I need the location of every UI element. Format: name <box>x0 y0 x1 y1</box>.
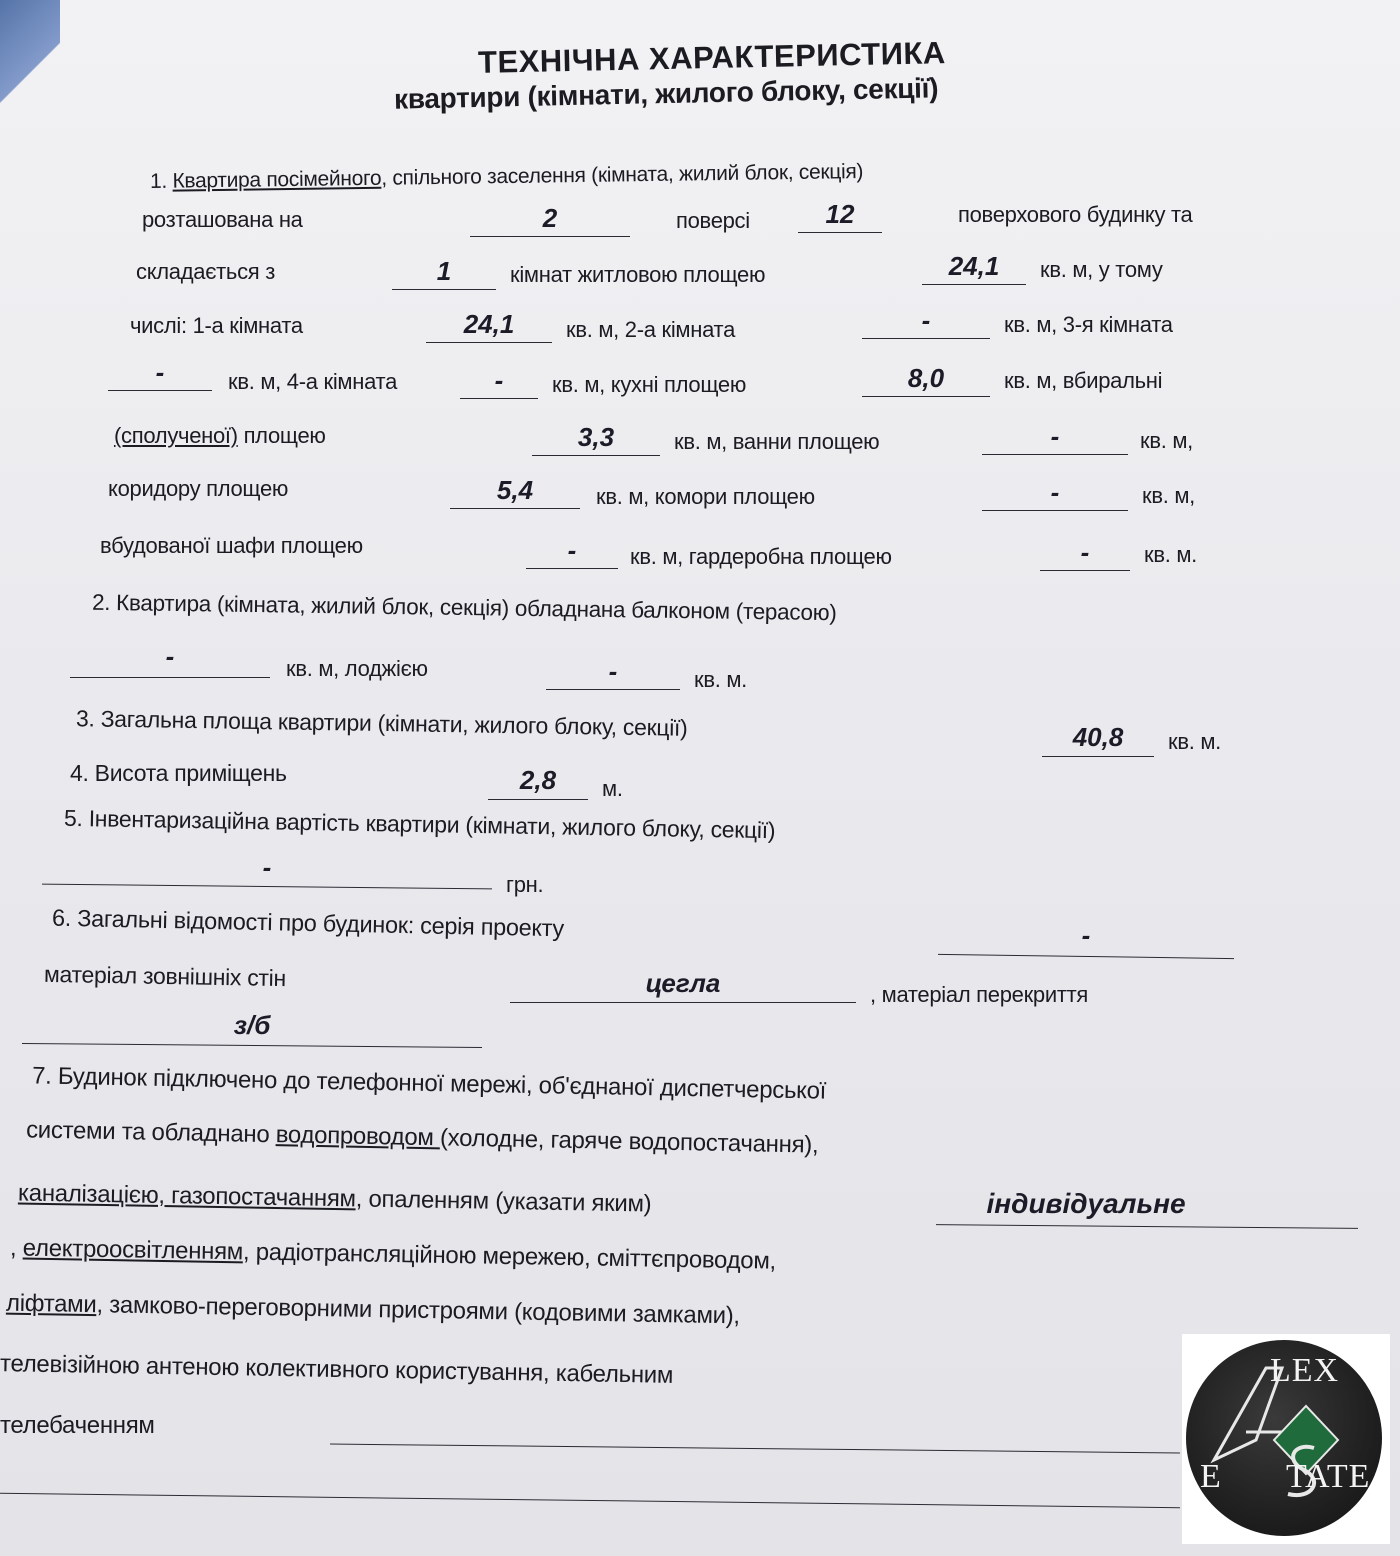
room1-value: 24,1 <box>463 309 515 339</box>
wc-combined-label: (сполученої) <box>114 423 238 448</box>
height-line <box>488 799 588 800</box>
total-area-line <box>1042 756 1154 757</box>
series-value: - <box>1081 920 1091 950</box>
wc-area-value: 3,3 <box>577 422 615 452</box>
corridor-label: коридору площею <box>108 476 289 501</box>
height-label: 4. Висота приміщень <box>70 760 287 786</box>
s7-line7: телебаченням <box>0 1412 155 1439</box>
room4-line <box>460 398 538 399</box>
sewerage-gas-label: каналізацією, газопостачанням <box>17 1179 357 1213</box>
room4-value: - <box>494 365 504 395</box>
inventory-cost-line <box>42 884 492 890</box>
s7-line1: 7. Будинок підключено до телефонної мережі, об'єднаної диспетчерської <box>31 1062 827 1105</box>
bath-unit: кв. м, <box>1140 428 1193 453</box>
corridor-value: 5,4 <box>496 475 534 505</box>
floor-label: поверсі <box>676 208 750 233</box>
s7-line2: системи та обладнано водопроводом (холодне, гаряче водопостачання), <box>25 1116 819 1159</box>
s1-located-label: розташована на <box>142 207 303 232</box>
total-area-unit: кв. м. <box>1168 729 1221 754</box>
tv-line <box>330 1444 1180 1454</box>
including-label: кв. м, у тому <box>1040 257 1163 282</box>
wc-label: кв. м, вбиральні <box>1004 368 1163 393</box>
blue-paper-corner <box>0 0 60 110</box>
total-area-value: 40,8 <box>1072 722 1124 752</box>
bath-label: кв. м, ванни площею <box>674 429 880 454</box>
bath-line <box>982 454 1128 455</box>
kitchen-label: кв. м, кухні площею <box>552 372 747 397</box>
wc-area-line <box>532 455 660 456</box>
s1-line1: 1. Квартира посімейного, спільного заселення (кімната, жилий блок, секція) <box>149 160 864 193</box>
s7-line4: , електроосвітленням, радіотрансляційною мережею, сміттєпроводом, <box>9 1234 777 1275</box>
wardrobe-unit: кв. м. <box>1144 542 1197 567</box>
floors-total-value: 12 <box>825 199 855 229</box>
room2-label: кв. м, 2-а кімната <box>566 317 735 342</box>
living-area-label: кімнат житловою площею <box>510 262 766 287</box>
elevators-label: ліфтами <box>5 1289 97 1319</box>
s7-line3: каналізацією, газопостачанням, опаленням (указати яким) <box>17 1179 652 1218</box>
document-title: ТЕХНІЧНА ХАРАКТЕРИСТИКА <box>477 35 947 80</box>
height-unit: м. <box>602 776 623 801</box>
corridor-line <box>450 508 580 509</box>
floor-value: 2 <box>542 203 558 233</box>
building-info-label: 6. Загальні відомості про будинок: серія проекту <box>51 904 565 942</box>
wardrobe-label: кв. м, гардеробна площею <box>630 544 892 569</box>
s7-line6: телевізійною антеною колективного користування, кабельним <box>0 1350 674 1389</box>
bath-value: - <box>1050 421 1060 451</box>
walls-value: цегла <box>645 968 721 998</box>
heating-value: індивідуальне <box>986 1188 1186 1219</box>
rooms-value: 1 <box>436 256 452 286</box>
room4-label: кв. м, 4-а кімната <box>228 369 397 394</box>
logo-text-tate: TATE <box>1286 1458 1371 1495</box>
room2-value: - <box>921 305 931 335</box>
pantry-unit: кв. м, <box>1142 483 1195 508</box>
inventory-cost-label: 5. Інвентаризаційна вартість квартири (кімнати, жилого блоку, секції) <box>63 804 776 844</box>
room1-line <box>426 342 552 343</box>
kitchen-line <box>862 396 990 397</box>
alex-estate-logo <box>1182 1334 1390 1544</box>
consists-label: складається з <box>136 259 275 284</box>
floor-line <box>470 236 630 237</box>
building-label: поверхового будинку та <box>958 202 1193 227</box>
total-area-label: 3. Загальна площа квартири (кімнати, жилого блоку, секції) <box>75 705 688 741</box>
inventory-cost-unit: грн. <box>506 872 544 897</box>
closet-label: вбудованої шафи площею <box>100 533 363 558</box>
logo-text-lex: LEX <box>1270 1352 1340 1389</box>
room3-line <box>108 390 212 391</box>
series-line <box>938 954 1234 959</box>
s1-underlined-type: Квартира посімейного <box>172 166 382 193</box>
logo-text-e: E <box>1200 1458 1222 1495</box>
balcony-value: - <box>165 641 175 671</box>
s2-heading: 2. Квартира (кімната, жилий блок, секція) обладнана балконом (терасою) <box>91 589 837 626</box>
logo-disc <box>1186 1340 1382 1536</box>
living-area-value: 24,1 <box>948 251 1000 281</box>
pantry-value: - <box>1050 477 1060 507</box>
closet-value: - <box>567 535 577 565</box>
balcony-line <box>70 677 270 678</box>
height-value: 2,8 <box>519 765 557 795</box>
walls-line <box>510 1002 856 1003</box>
loggia-label: кв. м, лоджією <box>286 656 428 681</box>
floor-material-label: , матеріал перекриття <box>870 982 1089 1007</box>
electric-lighting-label: електроосвітленням <box>22 1234 244 1266</box>
water-supply-label: водопроводом <box>275 1121 441 1152</box>
heating-line <box>936 1224 1358 1229</box>
rooms-line <box>392 289 496 290</box>
s7-line5: ліфтами, замково-переговорними пристроями (кодовими замками), <box>5 1289 741 1330</box>
loggia-line <box>546 689 680 690</box>
loggia-value: - <box>608 656 618 686</box>
wardrobe-value: - <box>1080 537 1090 567</box>
inventory-cost-value: - <box>262 852 272 882</box>
pantry-line <box>982 510 1128 511</box>
wc-combined-line: (сполученої) площею <box>114 423 326 448</box>
floor-material-line <box>22 1043 482 1048</box>
floor-material-value: з/б <box>233 1010 271 1040</box>
loggia-unit: кв. м. <box>694 667 747 692</box>
living-area-line <box>922 284 1026 285</box>
floors-total-line <box>798 232 882 233</box>
walls-label: матеріал зовнішніх стін <box>43 960 287 992</box>
room2-line <box>862 338 990 339</box>
kitchen-value: 8,0 <box>907 363 945 393</box>
closet-line <box>526 568 618 569</box>
bottom-line <box>0 1493 1180 1508</box>
pantry-label: кв. м, комори площею <box>596 484 815 509</box>
room3-value: - <box>155 357 165 387</box>
wardrobe-line <box>1040 570 1130 571</box>
room1-label: числі: 1-а кімната <box>130 313 303 338</box>
room3-label: кв. м, 3-я кімната <box>1004 312 1173 337</box>
document-subtitle: квартири (кімнати, жилого блоку, секції) <box>393 72 939 115</box>
